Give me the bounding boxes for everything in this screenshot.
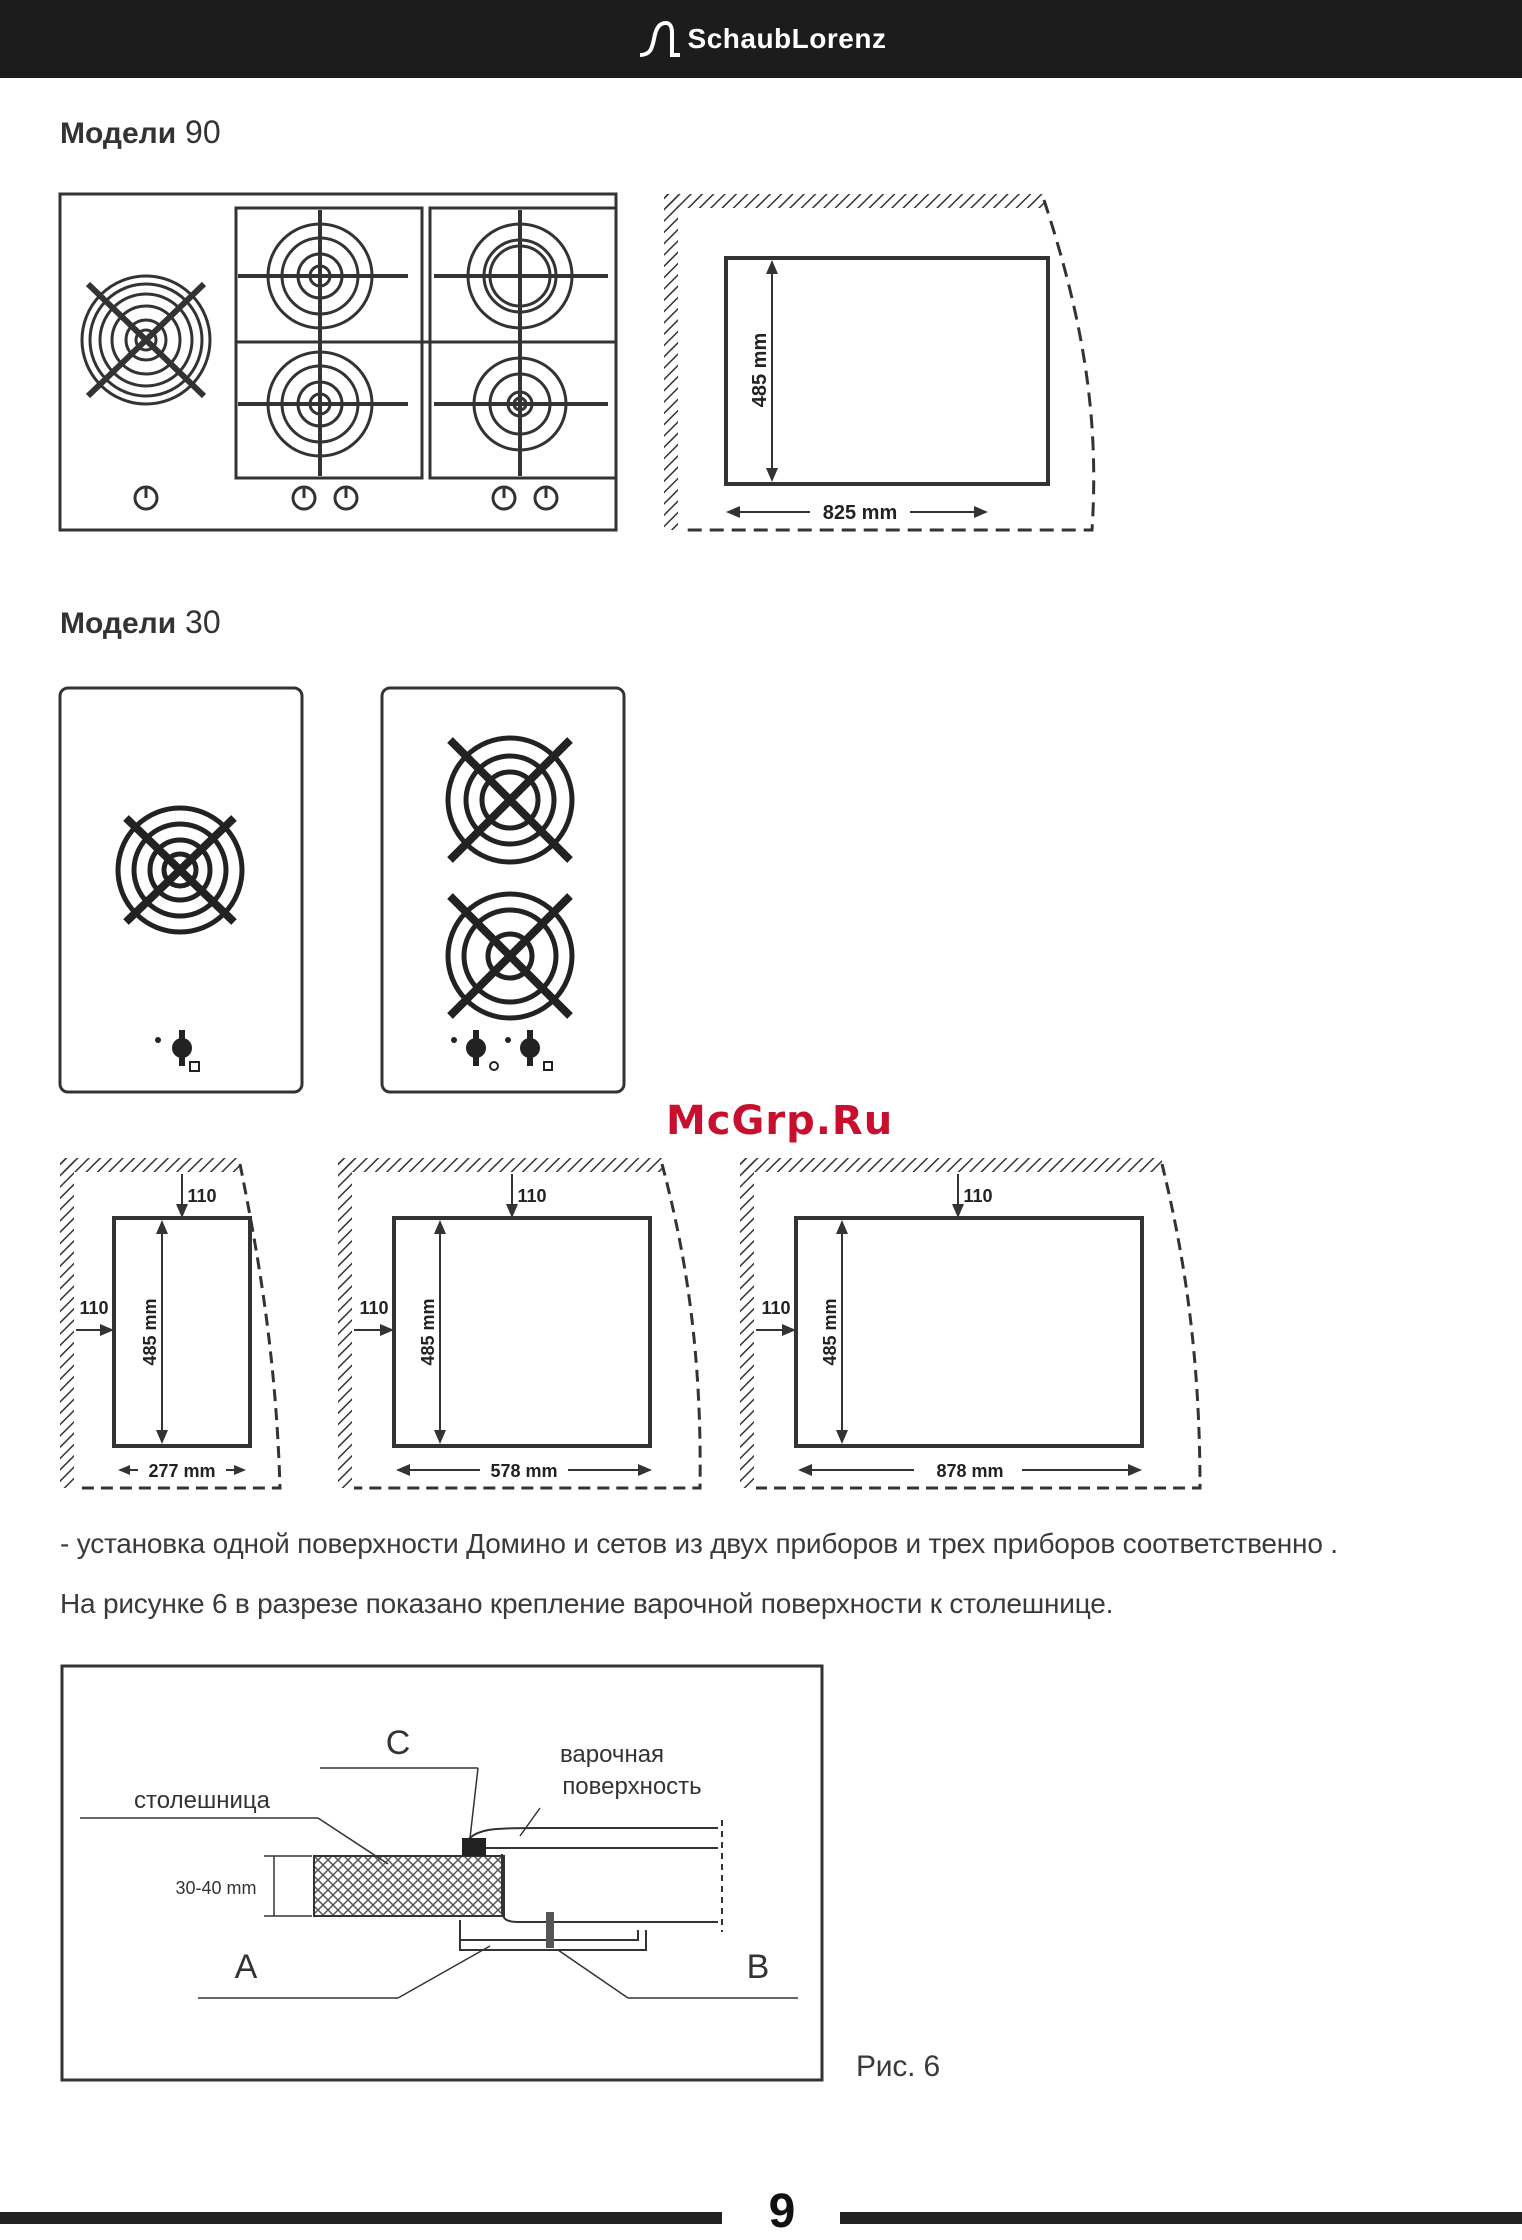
burner-icon (434, 342, 608, 476)
cutout-578-width-label: 578 mm (490, 1461, 558, 1481)
cutout-878-width-label: 878 mm (936, 1461, 1004, 1481)
burner-icon (448, 894, 572, 1018)
cutout-90-width-label: 825 mm (822, 502, 898, 524)
burner-icon (434, 210, 608, 342)
cutout-578-height-label: 485 mm (418, 1298, 438, 1366)
burner-icon (118, 808, 242, 932)
footer-rule-left (0, 2212, 722, 2224)
label-c: C (385, 1724, 411, 1762)
countertop-label: столешница (134, 1787, 270, 1814)
cutout-277-left-gap: 110 (79, 1298, 109, 1318)
burner-icon (238, 342, 408, 476)
cutout-878-drawing (738, 1154, 1208, 1494)
schaublorenz-logo-icon (636, 17, 682, 61)
cutout-878-height-label: 485 mm (820, 1298, 840, 1366)
section-30-title-num: 30 (185, 604, 221, 640)
cutout-277-height-label: 485 mm (140, 1298, 160, 1366)
section-30-title-bold: Модели (60, 607, 177, 640)
burner-icon (448, 738, 572, 862)
brand-name: SchaubLorenz (687, 23, 887, 54)
cutout-277-top-gap: 110 (187, 1186, 217, 1206)
section-30-title (60, 604, 221, 641)
section-90-title (60, 114, 221, 151)
domino-double-hob (380, 686, 628, 1096)
figure-reference-line: На рисунке 6 в разрезе показано крепление варочной поверхности к столешнице. (60, 1588, 1114, 1619)
knob-icon (135, 486, 157, 509)
knob-icon (293, 486, 315, 509)
section-90-title-bold: Модели (60, 117, 177, 150)
wok-burner-icon (82, 276, 210, 404)
figure-6-diagram (58, 1660, 838, 2090)
thickness-label: 30-40 mm (175, 1878, 257, 1898)
cutout-90-drawing (660, 190, 1110, 540)
domino-single-hob (58, 686, 306, 1096)
label-a: A (234, 1948, 258, 1986)
knob-icon (335, 486, 357, 509)
knob-icon (451, 1030, 498, 1070)
cutout-578-left-gap: 110 (359, 1298, 389, 1318)
cutout-578-top-gap: 110 (517, 1186, 547, 1206)
knob-icon (493, 486, 515, 509)
knob-icon (535, 486, 557, 509)
hob-label-line-1: варочная (559, 1741, 665, 1768)
cutout-90-height-label: 485 mm (749, 332, 771, 408)
knob-icon (505, 1030, 552, 1070)
section-90-title-num: 90 (185, 114, 221, 150)
figure-6-caption: Рис. 6 (856, 2050, 940, 2083)
page-number: 9 (768, 2185, 796, 2238)
cutout-277-width-label: 277 mm (148, 1461, 216, 1481)
watermark-text: McGrp.Ru (666, 1098, 894, 1144)
hob-90-drawing (58, 192, 620, 534)
cutout-878-left-gap: 110 (761, 1298, 791, 1318)
control-knobs (135, 486, 557, 509)
install-description-line: - установка одной поверхности Домино и сетов из двух приборов и трех приборов соответственно . (60, 1528, 1338, 1559)
cutout-578-drawing (336, 1154, 708, 1494)
cutout-878-top-gap: 110 (963, 1186, 993, 1206)
label-b: B (746, 1948, 770, 1986)
burner-icon (238, 210, 408, 342)
cutout-277-drawing (58, 1154, 288, 1494)
hob-label-line-2: поверхность (562, 1773, 702, 1800)
footer-rule-right (840, 2212, 1522, 2224)
knob-icon (155, 1030, 199, 1071)
brand-logo (0, 0, 1522, 78)
